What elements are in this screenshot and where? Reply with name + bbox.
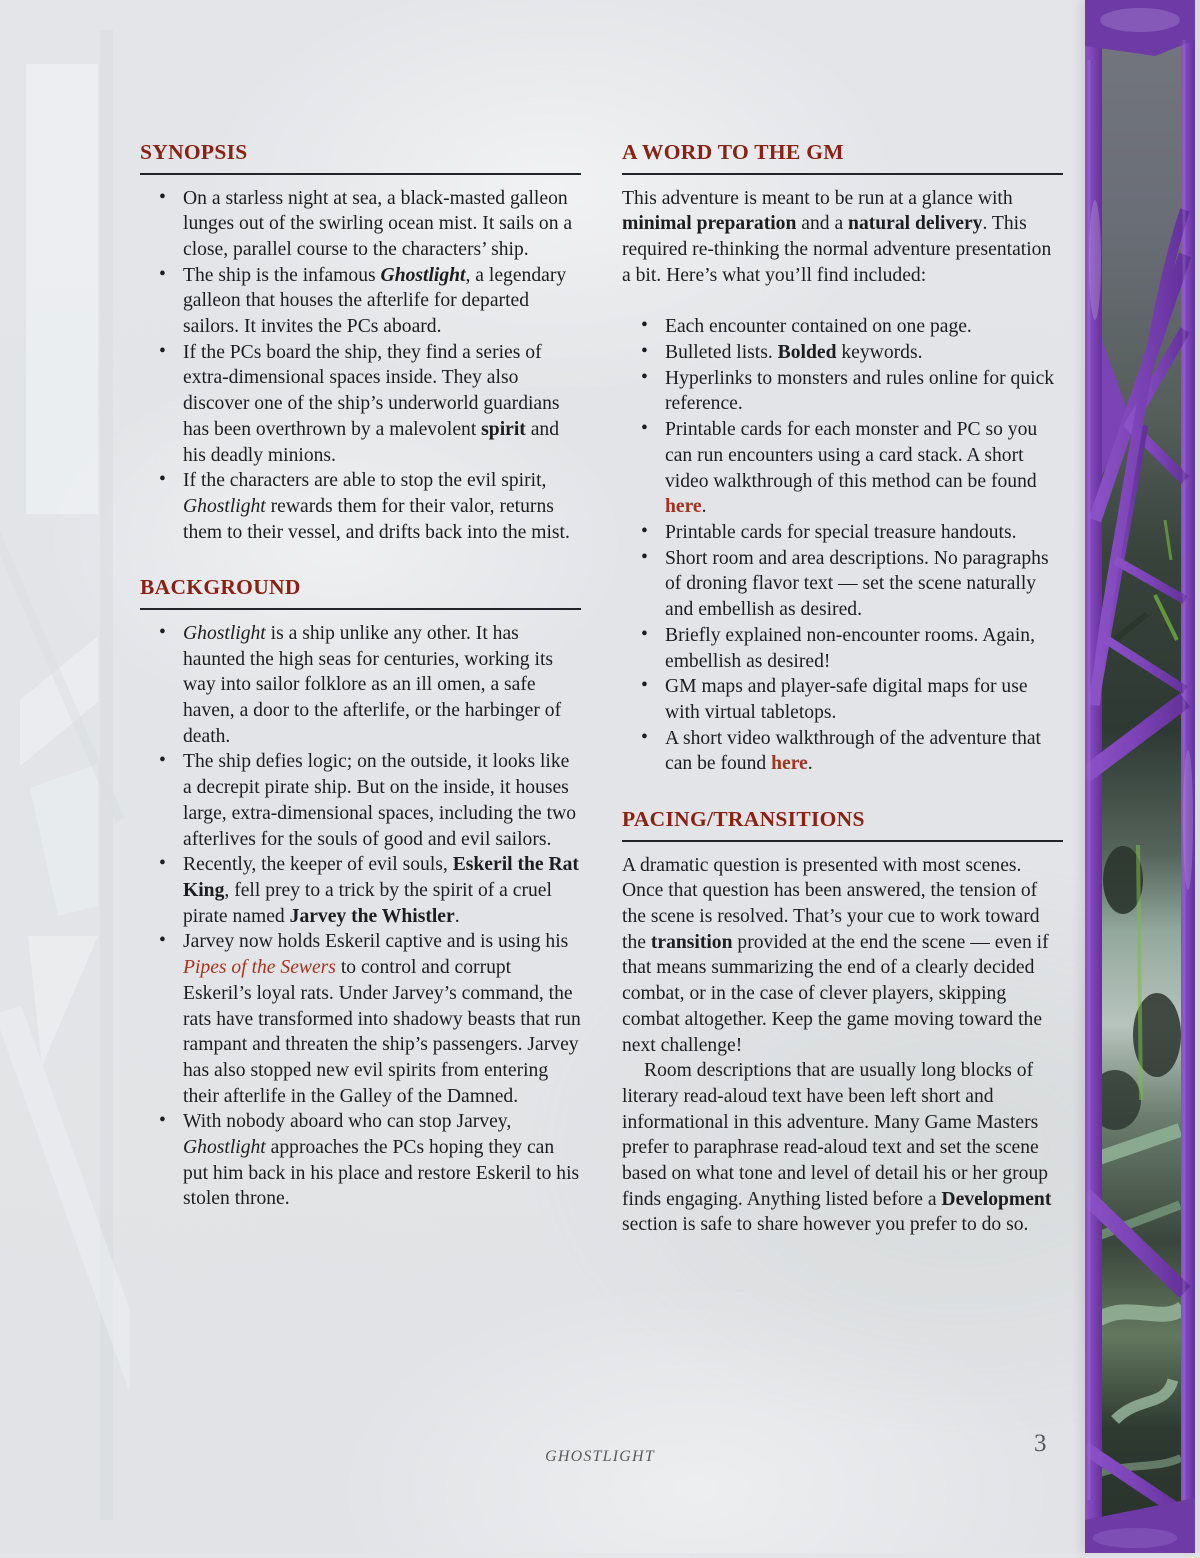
left-column — [140, 141, 581, 1212]
section-a-word-to-the-gm — [622, 141, 1063, 777]
section-heading: BACKGROUND — [140, 576, 581, 610]
section-heading: PACING/TRANSITIONS — [622, 808, 1063, 842]
emphasis-text: spirit — [481, 418, 526, 440]
section-pacing-transitions — [622, 808, 1063, 1238]
bullet-item: • If the PCs board the ship, they find a series of extra-dimensional spaces inside. They also discover one of the ship’s underworld guardians has been overthrown by a malevolent spirit and his deadly minions. — [140, 340, 581, 469]
emphasis-text: Ghostlight — [380, 264, 466, 286]
bullet-item: • The ship is the infamous Ghostlight, a legendary galleon that houses the afterlife for departed sailors. It invites the PCs aboard. — [140, 263, 581, 340]
emphasis-text: natural delivery — [848, 213, 983, 235]
footer-book-title: GHOSTLIGHT — [545, 1448, 655, 1465]
bullet-item: • With nobody aboard who can stop Jarvey, Ghostlight approaches the PCs hoping they can put him back in his place and restore Eskeril to his stolen throne. — [140, 1109, 581, 1212]
page-number: 3 — [1034, 1430, 1047, 1457]
hyperlink[interactable]: here — [771, 753, 808, 775]
bullet-item: • Briefly explained non-encounter rooms. Again, embellish as desired! — [622, 623, 1063, 674]
emphasis-text: Jarvey the Whistler — [289, 905, 455, 927]
bullet-item: • If the characters are able to stop the evil spirit, Ghostlight rewards them for their valor, returns them to their vessel, and drifts back into the mist. — [140, 468, 581, 545]
emphasis-text: Development — [941, 1188, 1052, 1210]
bullet-list — [622, 314, 1063, 777]
emphasis-text: Ghostlight — [183, 496, 266, 517]
emphasis-text: Ghostlight — [183, 622, 266, 644]
section-background — [140, 576, 581, 1212]
paragraph: Room descriptions that are usually long blocks of literary read-aloud text have been left short and informational in this adventure. Many Game Masters prefer to paraphrase read-aloud text and set the scene based on what tone and level of detail his or her group finds engaging. Anything listed before a Development section is safe to share however you prefer to do so. — [622, 1060, 1052, 1236]
bullet-item: • A short video walkthrough of the adventure that can be found here. — [622, 726, 1063, 777]
emphasis-text: Eskeril the Rat King — [183, 854, 579, 901]
bullet-item: • Recently, the keeper of evil souls, Eskeril the Rat King, fell prey to a trick by the spirit of a cruel pirate named Jarvey the Whistler. — [140, 852, 581, 929]
section-heading: SYNOPSIS — [140, 141, 581, 175]
section-synopsis — [140, 141, 581, 545]
emphasis-text: Bolded — [777, 342, 837, 364]
bullet-item: • Jarvey now holds Eskeril captive and is using his Pipes of the Sewers to control and corrupt Eskeril’s loyal rats. Under Jarvey’s command, the rats have transformed into shadowy beasts that run rampant and threaten the ship’s passengers. Jarvey has also stopped new evil spirits from entering their afterlife in the Galley of the Damned. — [140, 929, 581, 1109]
paragraph: A dramatic question is presented with most scenes. Once that question has been answered, the tension of the scene is resolved. That’s your cue to work toward the transition provided at the end the scene — even if that means summarizing the end of a clearly decided combat, or in the case of clever players, skipping combat altogether. Keep the game moving toward the next challenge! — [622, 854, 1049, 1056]
bullet-item: • Each encounter contained on one page. — [622, 314, 1063, 340]
section-heading: A WORD TO THE GM — [622, 141, 1063, 175]
right-column — [622, 141, 1063, 1238]
stained-glass-border — [1085, 0, 1200, 1553]
bullet-item: • Printable cards for each monster and PC so you can run encounters using a card stack. A short video walkthrough of this method can be found here. — [622, 417, 1063, 520]
ghost-ornament-left — [0, 0, 130, 1553]
bullet-item: • GM maps and player-safe digital maps for use with virtual tabletops. — [622, 674, 1063, 725]
bullet-item: • Printable cards for special treasure handouts. — [622, 520, 1063, 546]
emphasis-text: Ghostlight — [183, 1137, 266, 1159]
bullet-item: • Hyperlinks to monsters and rules online for quick reference. — [622, 366, 1063, 417]
bullet-item: • Short room and area descriptions. No paragraphs of droning flavor text — set the scene naturally and embellish as desired. — [622, 546, 1063, 623]
emphasis-text: minimal preparation — [622, 213, 797, 235]
bullet-item: • Bulleted lists. Bolded keywords. — [622, 340, 1063, 366]
emphasis-text: transition — [650, 931, 733, 953]
bullet-list — [140, 186, 581, 546]
hyperlink[interactable]: here — [665, 496, 702, 518]
bullet-item: • On a starless night at sea, a black-masted galleon lunges out of the swirling ocean mist. It sails on a close, parallel course to the characters’ ship. — [140, 186, 581, 263]
bullet-list — [140, 621, 581, 1212]
bullet-item: • Ghostlight is a ship unlike any other. It has haunted the high seas for centuries, working its way into sailor folklore as an ill omen, a safe haven, a door to the afterlife, or the harbinger of death. — [140, 621, 581, 750]
hyperlink[interactable]: Pipes of the Sewers — [183, 957, 336, 979]
bullet-item: • The ship defies logic; on the outside, it looks like a decrepit pirate ship. But on the inside, it houses large, extra-dimensional spaces, including the two afterlives for the souls of good and evil sailors. — [140, 749, 581, 852]
paragraph: This adventure is meant to be run at a glance with minimal preparation and a natural delivery. This required re-thinking the normal adventure presentation a bit. Here’s what you’ll find included: — [622, 187, 1052, 286]
